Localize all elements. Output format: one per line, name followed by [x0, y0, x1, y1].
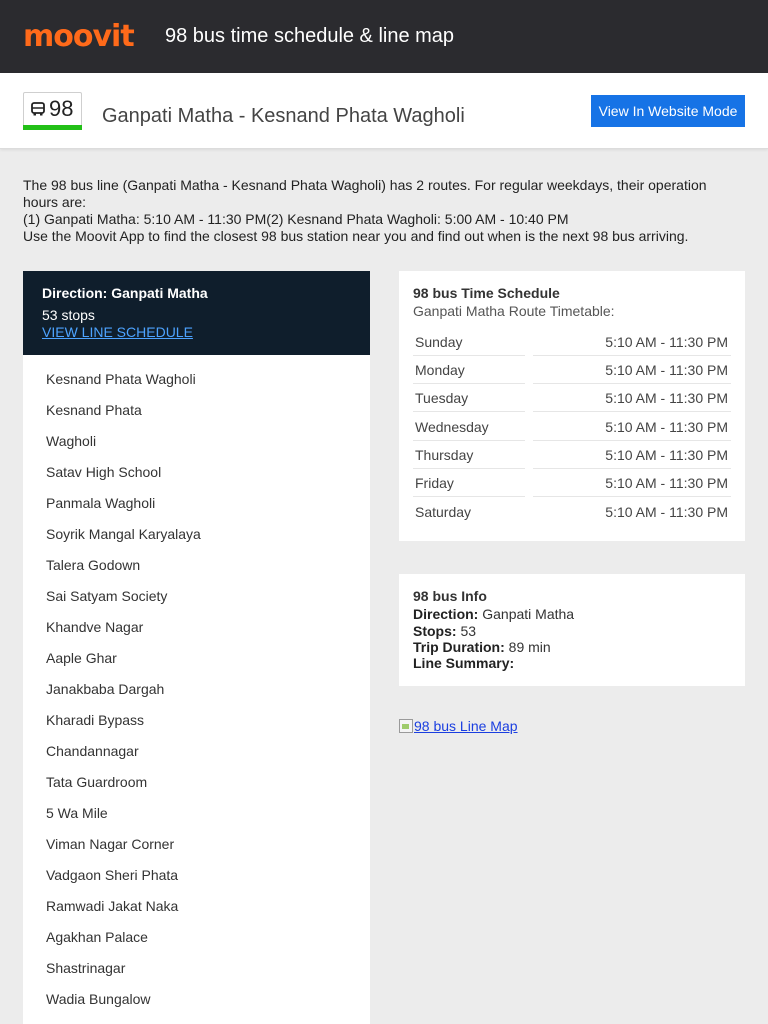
line-map-link-text: 98 bus Line Map — [414, 718, 518, 734]
stop-item[interactable]: Sai Satyam Society — [46, 588, 168, 604]
schedule-day: Wednesday — [415, 419, 489, 435]
description-line: The 98 bus line (Ganpati Matha - Kesnand Phata Wagholi) has 2 routes. For regular weekdays, their operation hours are: — [23, 177, 707, 210]
line-description — [23, 177, 743, 245]
row-divider — [413, 496, 525, 497]
info-title: 98 bus Info — [413, 588, 487, 604]
schedule-hours: 5:10 AM - 11:30 PM — [605, 447, 728, 463]
schedule-hours: 5:10 AM - 11:30 PM — [605, 334, 728, 350]
schedule-day: Saturday — [415, 504, 472, 520]
stop-item[interactable]: Viman Nagar Corner — [46, 836, 175, 852]
schedule-row — [413, 328, 731, 356]
stop-list — [23, 355, 370, 1024]
stop-item[interactable]: Wagholi — [46, 433, 97, 449]
row-divider — [533, 496, 731, 497]
schedule-hours: 5:10 AM - 11:30 PM — [605, 475, 728, 491]
view-line-schedule-link[interactable]: VIEW LINE SCHEDULE — [42, 324, 193, 340]
schedule-hours: 5:10 AM - 11:30 PM — [605, 362, 728, 378]
stop-item[interactable]: Shastrinagar — [46, 960, 126, 976]
stop-item[interactable]: Soyrik Mangal Karyalaya — [46, 526, 201, 542]
schedule-subtitle: Ganpati Matha Route Timetable: — [413, 303, 615, 319]
view-website-mode-button[interactable]: View In Website Mode — [591, 95, 745, 127]
schedule-hours: 5:10 AM - 11:30 PM — [605, 504, 728, 520]
line-color-strip — [23, 125, 82, 130]
bus-icon — [30, 101, 46, 117]
moovit-logo[interactable]: moovit — [23, 19, 134, 54]
line-map-link[interactable] — [399, 718, 518, 734]
stop-item[interactable]: Janakbaba Dargah — [46, 681, 165, 697]
schedule-row — [413, 469, 731, 497]
direction-stop-count: 53 stops — [42, 307, 95, 323]
time-schedule-card — [399, 271, 745, 541]
schedule-row — [413, 441, 731, 469]
row-divider — [533, 411, 731, 412]
info-direction — [413, 606, 574, 622]
bus-info-card — [399, 574, 745, 686]
direction-title: Direction: Ganpati Matha — [42, 285, 208, 301]
page-title: 98 bus time schedule & line map — [165, 25, 455, 47]
stop-item[interactable]: Ramwadi Jakat Naka — [46, 898, 179, 914]
schedule-day: Thursday — [415, 447, 474, 463]
info-label: Trip Duration: — [413, 639, 505, 655]
stop-item[interactable]: 5 Wa Mile — [46, 805, 108, 821]
stop-item[interactable]: Satav High School — [46, 464, 162, 480]
stop-item[interactable]: Agakhan Palace — [46, 929, 148, 945]
description-line: (1) Ganpati Matha: 5:10 AM - 11:30 PM(2) Kesnand Phata Wagholi: 5:00 AM - 10:40 PM — [23, 211, 569, 227]
info-label: Line Summary: — [413, 655, 515, 671]
description-line: Use the Moovit App to find the closest 98 bus station near you and find out when is the next 98 bus arriving. — [23, 228, 689, 244]
stop-item[interactable]: Tata Guardroom — [46, 774, 148, 790]
stop-item[interactable]: Talera Godown — [46, 557, 141, 573]
info-label: Stops: — [413, 623, 457, 639]
info-value: Ganpati Matha — [482, 606, 575, 622]
schedule-row — [413, 356, 731, 384]
stop-item[interactable]: Kharadi Bypass — [46, 712, 145, 728]
stop-item[interactable]: Chandannagar — [46, 743, 139, 759]
stop-item[interactable]: Khandve Nagar — [46, 619, 144, 635]
stop-item[interactable]: Aaple Ghar — [46, 650, 117, 666]
row-divider — [413, 411, 525, 412]
schedule-day: Sunday — [415, 334, 463, 350]
schedule-row — [413, 413, 731, 441]
stop-item[interactable]: Kesnand Phata Wagholi — [46, 371, 196, 387]
stop-item[interactable]: Vadgaon Sheri Phata — [46, 867, 179, 883]
schedule-hours: 5:10 AM - 11:30 PM — [605, 419, 728, 435]
schedule-title: 98 bus Time Schedule — [413, 285, 560, 301]
info-line-summary — [413, 655, 514, 671]
schedule-day: Monday — [415, 362, 465, 378]
schedule-day: Tuesday — [415, 390, 469, 406]
info-trip-duration — [413, 639, 551, 655]
schedule-hours: 5:10 AM - 11:30 PM — [605, 390, 728, 406]
info-value: 89 min — [508, 639, 551, 655]
line-badge — [23, 92, 82, 130]
stop-item[interactable]: Kesnand Phata — [46, 402, 142, 418]
broken-image-icon — [399, 719, 413, 733]
info-value: 53 — [460, 623, 477, 639]
schedule-row — [413, 384, 731, 412]
line-number: 98 — [49, 96, 74, 121]
info-stops — [413, 623, 476, 639]
schedule-row — [413, 498, 731, 526]
top-bar — [0, 0, 768, 73]
stop-item[interactable]: Panmala Wagholi — [46, 495, 156, 511]
line-name: Ganpati Matha - Kesnand Phata Wagholi — [102, 105, 465, 127]
direction-panel — [23, 271, 370, 355]
schedule-day: Friday — [415, 475, 454, 491]
stop-item[interactable]: Wadia Bungalow — [46, 991, 151, 1007]
info-label: Direction: — [413, 606, 479, 622]
